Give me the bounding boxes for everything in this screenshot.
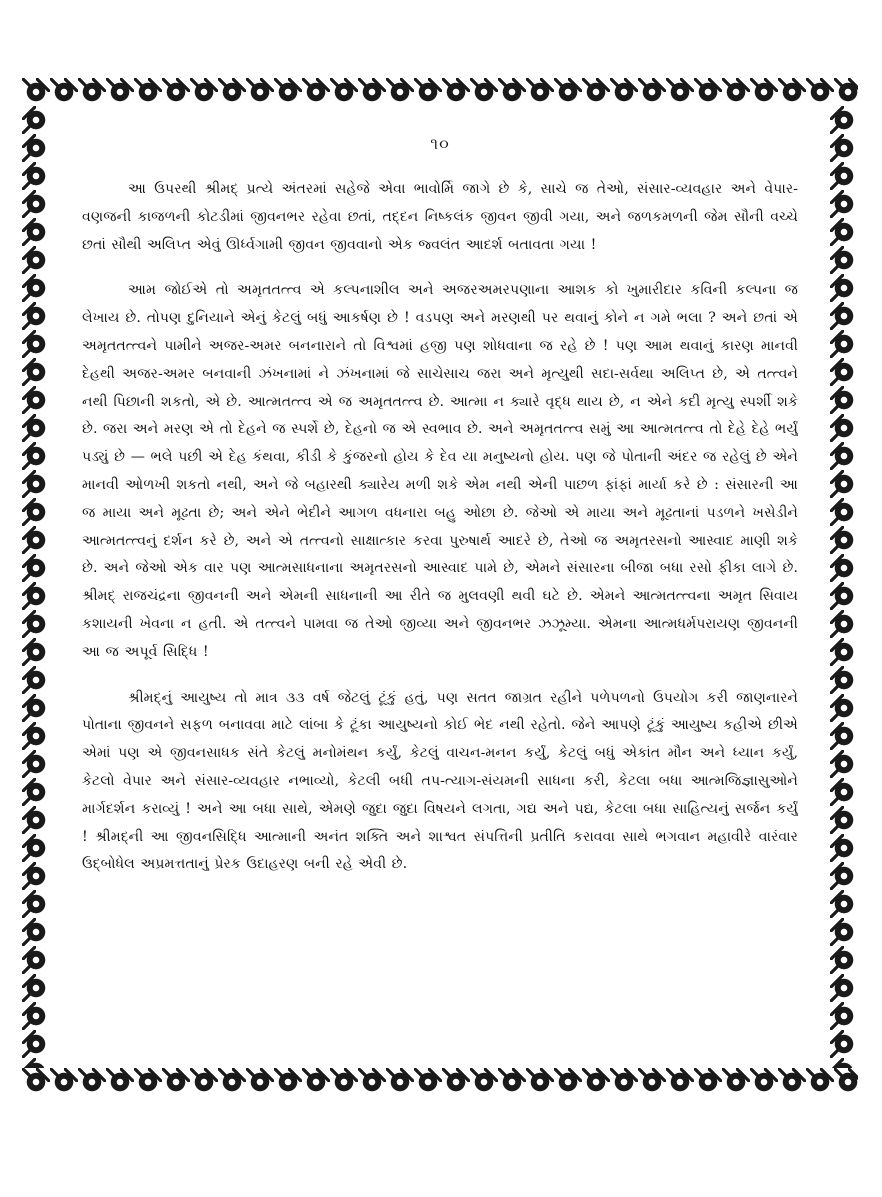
paragraph-1: આ ઉપરથી શ્રીમદ્ પ્રત્યે અંતરમાં સહેજે એવા ભાવોર્મિ જાગે છે કે, સાચે જ તેઓ, સંસાર-વ્યવહાર અને વેપાર-વણજની કાજળની કોટડીમાં જીવનભર રહેવા છતાં, તદ્દન નિષ્કલંક જીવન જીવી ગયા, અને જળકમળની જેમ સૌની વચ્ચે છતાં સૌથી અલિપ્ત એવું ઊર્ધ્વગામી જીવન જીવવાનો એક જ્વલંત આદર્શ બતાવતા ગયા !: [82, 181, 798, 253]
decorative-border-bottom: [22, 1068, 858, 1096]
paragraph-2: આમ જોઈએ તો અમૃતતત્ત્વ એ કલ્પનાશીલ અને અજરઅમરપણાના આશક કો ખુમારીદાર કવિની કલ્પના જ લેખાય છે. તોપણ દુનિયાને એનું કેટલું બધું આકર્ષણ છે ! વડપણ અને મરણથી પર થવાનું કોને ન ગમે ભલા ? અને છતાં એ અમૃતતત્ત્વને પામીને અજર-અમર બનનારાને તો વિશ્વમાં હજી પણ શોધવાના જ રહે છે ! પણ આમ થવાનું કારણ માનવી દેહથી અજર-અમર બનવાની ઝંખનામાં ને ઝંખનામાં જે સાચેસાચ જરા અને મૃત્યુથી સદા-સર્વથા અલિપ્ત છે, એ તત્ત્વને નથી પિછાની શકતો, એ છે. આત્મતત્ત્વ એ જ અમૃતતત્ત્વ છે. આત્મા ન ક્યારે વૃદ્ધ થાય છે, ન એને કદી મૃત્યુ સ્પર્શી શકે છે. જરા અને મરણ એ તો દેહને જ સ્પર્શે છે, દેહનો જ એ સ્વભાવ છે. અને અમૃતતત્ત્વ સમું આ આત્મતત્ત્વ તો દેહે દેહે ભર્યું પડ્યું છે — ભલે પછી એ દેહ કંથવા, કીડી કે કુંજરનો હોય કે દેવ યા મનુષ્યનો હોય. પણ જે પોતાની અંદર જ રહેલું છે એને માનવી ઓળખી શકતો નથી, અને જે બહારથી ક્યારેય મળી શકે એમ નથી એની પાછળ ફાંફાં માર્યા કરે છે : સંસારની આ જ માયા અને મૂઢતા છે; અને એને ભેદીને આગળ વધનારા બહુ ઓછા છે. જેઓ એ માયા અને મૂઢતાનાં પડળને ખસેડીને આત્મતત્ત્વનું દર્શન કરે છે, અને એ તત્ત્વનો સાક્ષાત્કાર કરવા પુરુષાર્થ આદરે છે, તેઓ જ અમૃતરસનો આસ્વાદ માણી શકે છે. અને જેઓ એક વાર પણ આત્મસાધનાના અમૃતરસનો આસ્વાદ પામે છે, એમને સંસારના બીજા બધા રસો ફીકા લાગે છે. શ્રીમદ્ રાજચંદ્રના જીવનની અને એમની સાધનાની આ રીતે જ મુલવણી થવી ઘટે છે. એમને આત્મતત્ત્વના અમૃત સિવાય કશાયની ખેવના ન હતી. એ તત્ત્વને પામવા જ તેઓ જીવ્યા અને જીવનભર ઝઝૂમ્યા. એમના આત્મધર્મપરાયણ જીવનની આ જ અપૂર્વ સિદ્ધિ !: [82, 282, 798, 660]
decorative-border-right: [830, 106, 858, 1068]
paragraph-3: શ્રીમદ્નું આયુષ્ય તો માત્ર ૩૩ વર્ષ જેટલું ટૂંકું હતું, પણ સતત જાગ્રત રહીને પળેપળનો ઉપયોગ કરી જાણનારને પોતાના જીવનને સફળ બનાવવા માટે લાંબા કે ટૂંકા આયુષ્યનો કોઈ ભેદ નથી રહેતો. જેને આપણે ટૂંકું આયુષ્ય કહીએ છીએ એમાં પણ એ જીવનસાધક સંતે કેટલું મનોમંથન કર્યું, કેટલું વાચન-મનન કર્યું, કેટલું બધું એકાંત મૌન અને ધ્યાન કર્યું, કેટલો વેપાર અને સંસાર-વ્યવહાર નભાવ્યો, કેટલી બધી તપ-ત્યાગ-સંયમની સાધના કરી, કેટલા બધા આત્મજિજ્ઞાસુઓને માર્ગદર્શન કરાવ્યું ! અને આ બધા સાથે, એમણે જુદા જુદા વિષયને લગતા, ગદ્ય અને પદ્ય, કેટલા બધા સાહિત્યનું સર્જન કર્યું ! શ્રીમદ્ની આ જીવનસિદ્ધિ આત્માની અનંત શક્તિ અને શાશ્વત સંપત્તિની પ્રતીતિ કરાવવા સાથે ભગવાન મહાવીરે વારંવાર ઉદ્બોધેલ અપ્રમત્તતાનું પ્રેરક ઉદાહરણ બની રહે એવી છે.: [82, 689, 798, 873]
page-frame: [22, 78, 858, 1096]
page-number: ૧૦: [430, 134, 450, 153]
page-content: [82, 130, 798, 1070]
decorative-border-left: [22, 106, 50, 1068]
decorative-border-top: [22, 78, 858, 106]
